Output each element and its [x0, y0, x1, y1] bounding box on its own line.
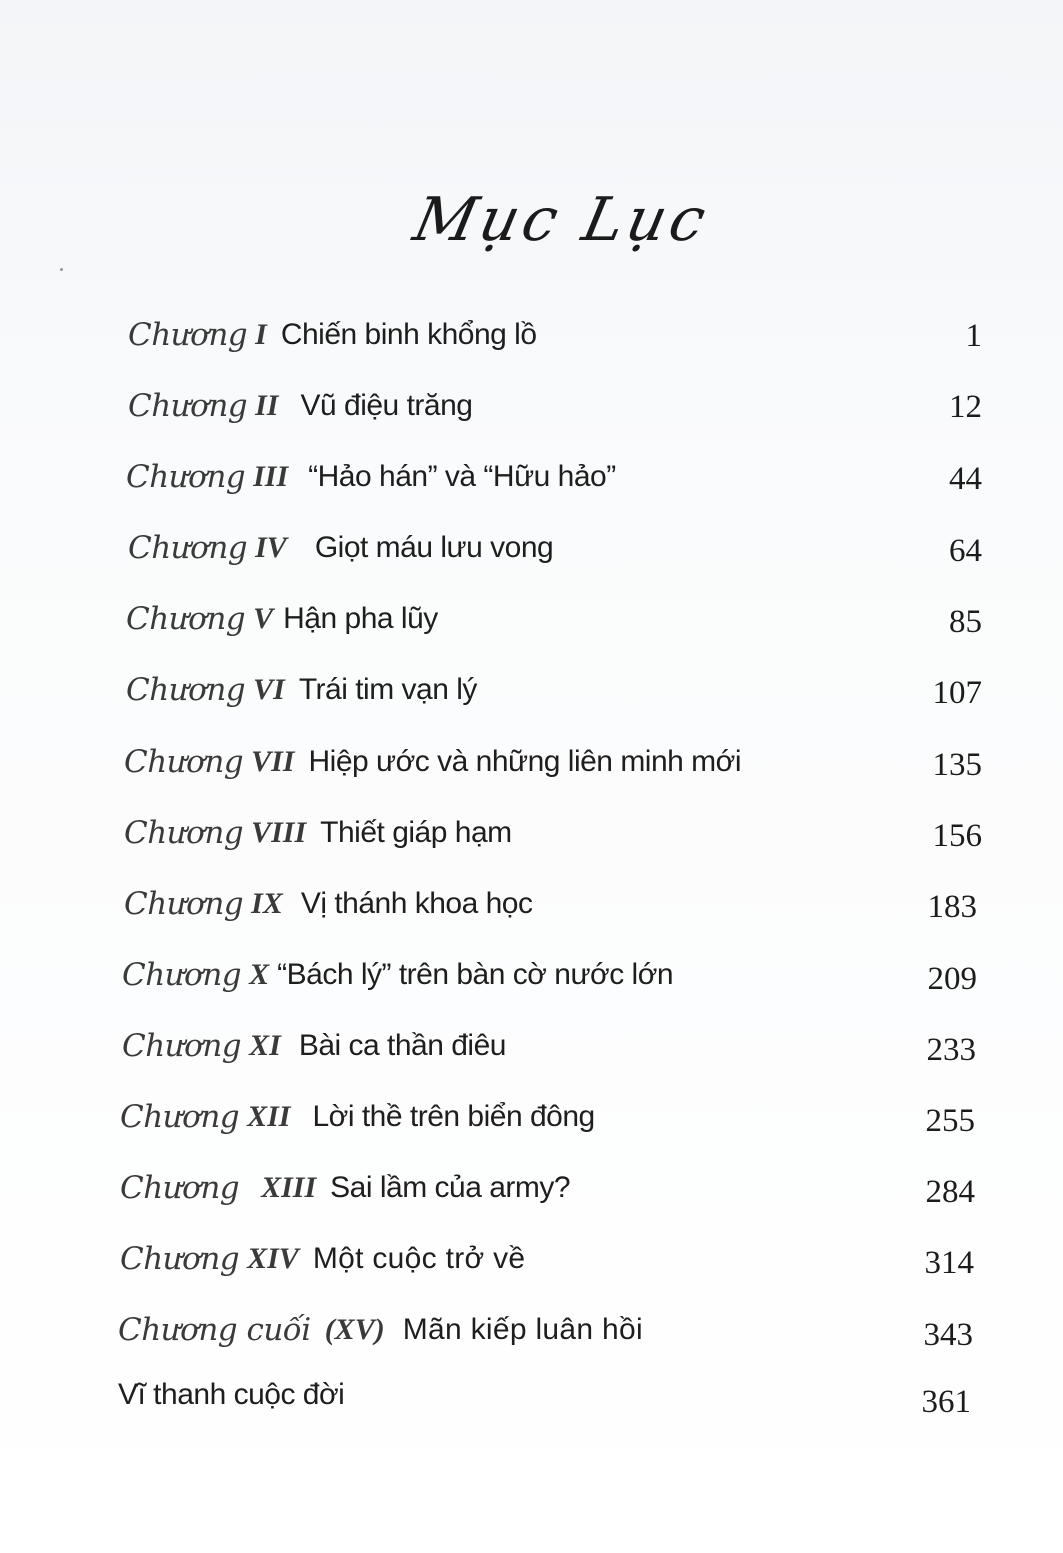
- page-number: 284: [925, 1174, 975, 1210]
- chapter-number: V: [253, 602, 274, 635]
- page-number: 233: [926, 1032, 976, 1068]
- page-number: 209: [927, 961, 977, 997]
- chapter-number: III: [253, 460, 289, 493]
- chapter-prefix: Chương: [122, 1028, 242, 1064]
- chapter-title: Vị thánh khoa học: [300, 887, 533, 920]
- page-number: 183: [927, 889, 977, 925]
- chapter-title: Giọt máu lưu vong: [314, 531, 554, 564]
- chapter-prefix: Chương: [120, 1099, 240, 1135]
- toc-entry: [128, 523, 553, 573]
- chapter-prefix: Chương cuối: [118, 1312, 311, 1348]
- toc-entry: [122, 950, 673, 1000]
- chapter-prefix: Chương: [124, 815, 244, 851]
- toc-entry: [124, 808, 512, 858]
- chapter-title: “Bách lý” trên bàn cờ nước lớn: [277, 958, 674, 991]
- chapter-title: Mãn kiếp luân hồi: [402, 1313, 643, 1346]
- chapter-number: XI: [249, 1029, 281, 1062]
- chapter-number: VII: [251, 745, 295, 778]
- chapter-number: IX: [251, 887, 283, 920]
- chapter-number: II: [255, 389, 279, 422]
- page-number: 361: [921, 1384, 971, 1420]
- chapter-number: IV: [255, 531, 287, 564]
- chapter-title: “Hảo hán” và “Hữu hảo”: [308, 460, 616, 493]
- chapter-prefix: Chương: [126, 601, 246, 637]
- chapter-prefix: Chương: [126, 672, 246, 708]
- chapter-title: Bài ca thần điêu: [298, 1029, 506, 1062]
- toc-entry: [128, 310, 537, 360]
- chapter-number: (XV): [324, 1313, 385, 1346]
- chapter-prefix: Chương: [120, 1170, 240, 1206]
- chapter-title: Thiết giáp hạm: [320, 816, 512, 849]
- page-number: 44: [949, 461, 982, 497]
- chapter-number: XII: [247, 1100, 291, 1133]
- page-number: 314: [924, 1245, 974, 1281]
- chapter-title: Vũ điệu trăng: [300, 389, 473, 422]
- chapter-number: I: [255, 318, 267, 351]
- toc-entry: [128, 381, 472, 431]
- chapter-title: Trái tim vạn lý: [298, 673, 477, 706]
- chapter-prefix: Chương: [124, 886, 244, 922]
- page-number: 85: [949, 604, 982, 640]
- chapter-number: VI: [253, 673, 285, 706]
- chapter-prefix: Chương: [122, 957, 242, 993]
- toc-entry: [126, 594, 438, 644]
- paper-speck: [60, 268, 63, 271]
- page-number: 343: [923, 1317, 973, 1353]
- toc-entry: [120, 1092, 595, 1142]
- toc-entry: [126, 665, 477, 715]
- toc-entry: [124, 737, 741, 787]
- chapter-prefix: Chương: [128, 530, 248, 566]
- chapter-number: X: [249, 958, 270, 991]
- chapter-title: Sai lầm của army?: [330, 1171, 571, 1204]
- chapter-title: Lời thề trên biển đông: [312, 1100, 595, 1133]
- chapter-prefix: Chương: [126, 459, 246, 495]
- toc-entry: [118, 1305, 643, 1355]
- chapter-prefix: Chương: [124, 744, 244, 780]
- page-number: 255: [925, 1103, 975, 1139]
- chapter-prefix: Chương: [128, 388, 248, 424]
- toc-entry: [122, 1021, 506, 1071]
- chapter-title: Chiến binh khổng lồ: [280, 318, 537, 351]
- chapter-title: Hiệp ước và những liên minh mới: [308, 745, 742, 778]
- toc-entry: [120, 1234, 525, 1284]
- toc-entry: [120, 1163, 570, 1213]
- toc-entry: [126, 452, 616, 502]
- chapter-title: Một cuộc trở về: [312, 1242, 526, 1275]
- page-number: 12: [949, 389, 982, 425]
- page-number: 64: [949, 533, 982, 569]
- toc-entry: [124, 879, 533, 929]
- page-number: 135: [932, 747, 982, 783]
- page-title: Mục Lục: [407, 185, 716, 255]
- page-number: 156: [932, 818, 982, 854]
- epilogue-title: Vĩ thanh cuộc đời: [118, 1378, 345, 1411]
- chapter-number: XIV: [247, 1242, 299, 1275]
- chapter-prefix: Chương: [120, 1241, 240, 1277]
- toc-entry-epilogue: [118, 1370, 344, 1420]
- chapter-number: XIII: [261, 1171, 317, 1204]
- chapter-prefix: Chương: [128, 317, 248, 353]
- chapter-number: VIII: [251, 816, 307, 849]
- page-number: 1: [965, 318, 982, 354]
- page-number: 107: [932, 675, 982, 711]
- chapter-title: Hận pha lũy: [283, 602, 438, 635]
